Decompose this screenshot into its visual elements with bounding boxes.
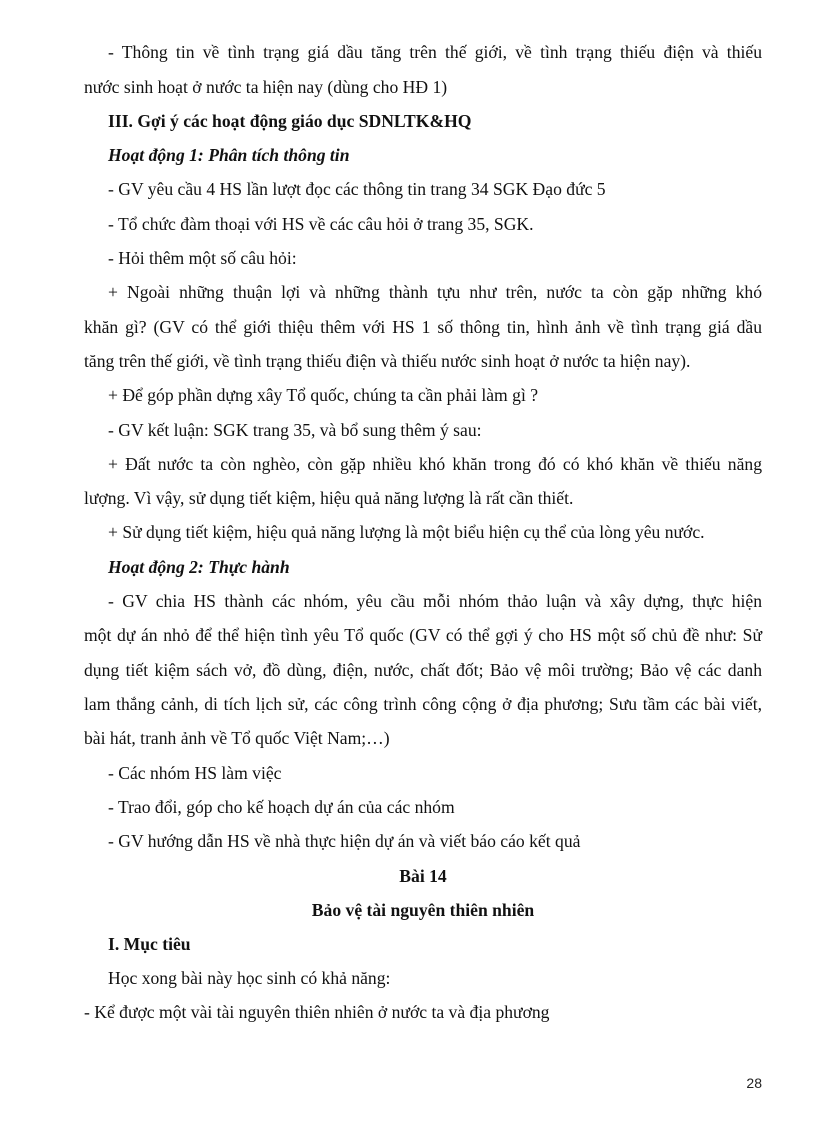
paragraph-line: + Đất nước ta còn nghèo, còn gặp nhiều khó khăn trong đó có khó khăn về thiếu năng: [108, 454, 762, 474]
activity-heading: Hoạt động 1: Phân tích thông tin: [108, 145, 350, 165]
paragraph-line: + Ngoài những thuận lợi và những thành tựu như trên, nước ta còn gặp những khó: [108, 282, 762, 302]
section-heading: III. Gợi ý các hoạt động giáo dục SDNLTK&HQ: [108, 111, 472, 131]
paragraph-line: - Hỏi thêm một số câu hỏi:: [108, 248, 297, 268]
paragraph-line: dụng tiết kiệm sách vở, đồ dùng, điện, nước, chất đốt; Bảo vệ môi trường; Bảo vệ các danh: [84, 660, 762, 680]
paragraph-line: - GV hướng dẫn HS về nhà thực hiện dự án và viết báo cáo kết quả: [108, 831, 581, 851]
paragraph-line: - GV chia HS thành các nhóm, yêu cầu mỗi nhóm thảo luận và xây dựng, thực hiện: [108, 591, 762, 611]
paragraph-line: Học xong bài này học sinh có khả năng:: [108, 968, 391, 988]
paragraph-line: lượng. Vì vậy, sử dụng tiết kiệm, hiệu quả năng lượng là rất cần thiết.: [84, 488, 574, 508]
paragraph-line: - Trao đổi, góp cho kế hoạch dự án của các nhóm: [108, 797, 455, 817]
paragraph-line: nước sinh hoạt ở nước ta hiện nay (dùng cho HĐ 1): [84, 77, 448, 97]
lesson-title: Bảo vệ tài nguyên thiên nhiên: [311, 900, 535, 920]
page-number: 28: [746, 1075, 762, 1091]
lesson-number: Bài 14: [399, 866, 447, 886]
paragraph-line: + Sử dụng tiết kiệm, hiệu quả năng lượng là một biểu hiện cụ thể của lòng yêu nước.: [108, 522, 705, 542]
paragraph-line: - GV kết luận: SGK trang 35, và bổ sung thêm ý sau:: [108, 420, 482, 440]
paragraph-line: một dự án nhỏ để thể hiện tình yêu Tổ quốc (GV có thể gợi ý cho HS một số chủ đề như: Sử: [84, 625, 762, 645]
paragraph-line: + Để góp phần dựng xây Tổ quốc, chúng ta cần phải làm gì ?: [108, 385, 539, 405]
paragraph-line: khăn gì? (GV có thể giới thiệu thêm với HS 1 số thông tin, hình ảnh về tình trạng giá dầu: [84, 317, 762, 337]
paragraph-line: - Kể được một vài tài nguyên thiên nhiên ở nước ta và địa phương: [84, 1002, 550, 1022]
paragraph-line: - GV yêu cầu 4 HS lần lượt đọc các thông tin trang 34 SGK Đạo đức 5: [108, 179, 606, 199]
paragraph-line: tăng trên thế giới, về tình trạng thiếu điện và thiếu nước sinh hoạt ở nước ta hiện nay).: [84, 351, 691, 371]
section-heading: I. Mục tiêu: [108, 934, 191, 954]
paragraph-line: - Thông tin về tình trạng giá dầu tăng trên thế giới, về tình trạng thiếu điện và thiếu: [108, 42, 762, 62]
activity-heading: Hoạt động 2: Thực hành: [108, 557, 290, 577]
paragraph-line: - Tổ chức đàm thoại với HS về các câu hỏi ở trang 35, SGK.: [108, 214, 534, 234]
paragraph-line: lam thắng cảnh, di tích lịch sử, các công trình công cộng ở địa phương; Sưu tầm các bài viết,: [84, 694, 762, 714]
paragraph-line: bài hát, tranh ảnh về Tổ quốc Việt Nam;…): [84, 728, 390, 748]
paragraph-line: - Các nhóm HS làm việc: [108, 763, 282, 783]
